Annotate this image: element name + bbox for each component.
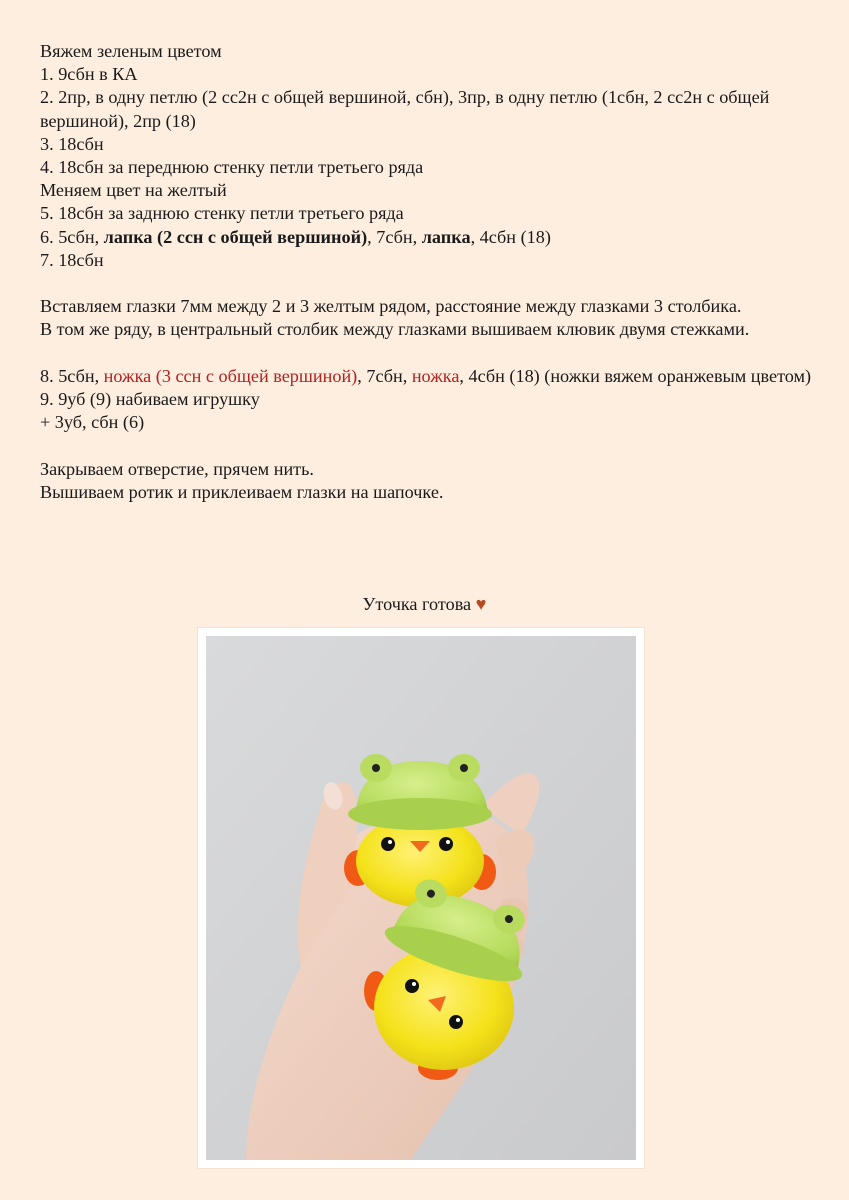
row-2: 2. 2пр, в одну петлю (2 сс2н с общей вершиной, сбн), 3пр, в одну петлю (1сбн, 2 сс2н с общей вершиной), 2пр (18) xyxy=(40,87,770,131)
row-9: 9. 9уб (9) набиваем игрушку xyxy=(40,389,260,410)
row-8-leg-red: ножка (3 ссн с общей вершиной) xyxy=(103,365,358,386)
green-color-header: Вяжем зеленым цветом xyxy=(40,41,222,61)
row-6-mid: , 7сбн, xyxy=(367,226,422,247)
row-4: 4. 18сбн за переднюю стенку петли третьего ряда xyxy=(40,157,424,178)
caption-text: Уточка готова xyxy=(362,594,476,614)
row-6-prefix: 6. 5сбн, xyxy=(40,226,104,247)
row-10: + 3уб, сбн (6) xyxy=(40,412,145,433)
row-3: 3. 18сбн xyxy=(40,133,104,154)
row-5: 5. 18сбн за заднюю стенку петли третьего ряда xyxy=(40,203,404,224)
row-6-paw2-bold: лапка xyxy=(421,226,471,247)
row-8-leg2-red: ножка xyxy=(411,365,460,386)
row-8 xyxy=(40,365,820,388)
finish-note: Вышиваем ротик и приклеиваем глазки на шапочке. xyxy=(40,481,444,502)
duck-toys-illustration xyxy=(206,636,636,1160)
heart-icon: ♥ xyxy=(475,594,487,614)
row-6-suffix: , 4сбн (18) xyxy=(470,226,551,247)
close-note: Закрываем отверстие, прячем нить. xyxy=(40,458,314,479)
eyes-note: Вставляем глазки 7мм между 2 и 3 желтым рядом, расстояние между глазками 3 столбика. xyxy=(40,296,742,317)
row-8-suffix: , 4сбн (18) (ножки вяжем оранжевым цветом) xyxy=(459,365,812,386)
row-6-paw-bold: лапка (2 ссн с общей вершиной) xyxy=(103,226,368,247)
duck-toys-photo xyxy=(206,636,636,1160)
duck-ready-caption xyxy=(0,593,849,616)
beak-note: В том же ряду, в центральный столбик между глазками вышиваем клювик двумя стежками. xyxy=(40,319,750,340)
row-8-prefix: 8. 5сбн, xyxy=(40,365,104,386)
row-6 xyxy=(40,226,820,249)
row-8-mid: , 7сбн, xyxy=(357,365,412,386)
photo-frame xyxy=(198,628,644,1168)
row-1: 1. 9сбн в КА xyxy=(40,64,138,85)
yellow-color-header: Меняем цвет на желтый xyxy=(40,180,227,201)
pattern-text xyxy=(40,40,820,504)
row-7: 7. 18сбн xyxy=(40,249,104,270)
